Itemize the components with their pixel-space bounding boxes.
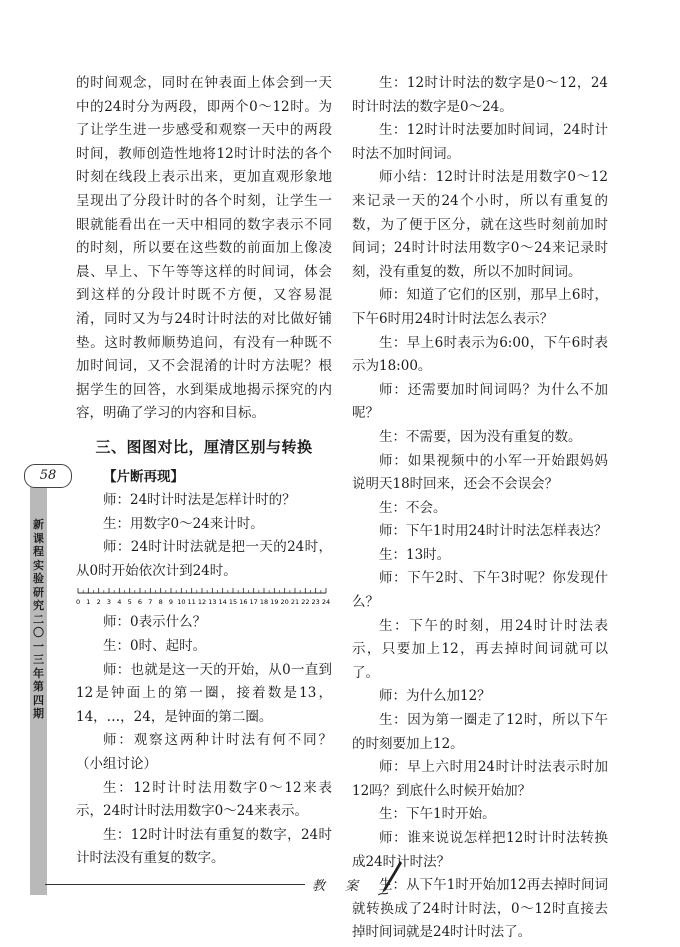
ruler-tick-label: 8	[158, 598, 163, 607]
ruler-tick-label: 11	[187, 598, 196, 607]
ruler-tick-label: 18	[259, 598, 269, 607]
paragraph: 师：早上六时用24时计时法表示时加12吗？到底什么时候开始加？	[352, 759, 608, 799]
ruler-tick-label: 9	[168, 598, 174, 607]
ruler-tick-label: 22	[301, 598, 310, 607]
paragraph: 师：下午1时用24时计时法怎样表达？	[379, 523, 608, 540]
paragraph: 生：不需要，因为没有重复的数。	[379, 428, 582, 445]
paragraph: 生：早上6时表示为6:00，下午6时表示为18:00。	[352, 334, 608, 375]
footer-rule	[45, 884, 305, 885]
journal-title: 新课程实验研究 二〇一三年 第四期	[33, 518, 44, 720]
intro-paragraph: 的时间观念，同时在钟表面上体会到一天中的24时分为两段，即两个0～12时。为了让学生进一步感受和观察一天中的两段时间，教师创造性地将12时计时法的各个时刻在线段上表示出来，更加直观形象地呈现出了分段计时的各个时刻，让学生一眼就能看出在一天中相同的数字表示不同的时刻，所以要在这些数的前面加上像凌晨、早上、下午等等这样的时间词，体会到这样的分段计时既不方便，又容易混淆，同时又为与24时计时法的对比做好铺垫。这时教师顺势追问，有没有一种既不加时间词，又不会混淆的计时方法呢？根据学生的回答，水到渠成地揭示探究的内容，明确了学习的内容和目标。	[76, 75, 332, 422]
paragraph: 师：也就是这一天的开始，从0一直到12是钟面上的第一圈，接着数是13，14，…，24，是钟面的第二圈。	[76, 661, 332, 725]
paragraph: 师小结：12时计时法是用数字0～12来记录一天的24个小时，所以有重复的数，为了便于区分，就在这些时刻前加时间词；24时计时法用数字0～24来记录时刻，没有重复的数，所以不加时间词。	[352, 169, 608, 280]
ruler-tick-label: 1	[86, 598, 91, 607]
page-number: 58	[24, 464, 72, 488]
paragraph: 师：24时计时法就是把一天的24时，从0时开始依次计到24时。	[76, 539, 332, 579]
paragraph: 师：谁来说说怎样把12时计时法转换成24时计时法？	[352, 830, 608, 870]
ruler-svg	[76, 585, 332, 607]
right-column	[352, 72, 608, 945]
paragraph: 生：因为第一圈走了12时，所以下午的时刻要加上12。	[352, 712, 608, 752]
ruler-tick-label: 17	[249, 598, 258, 607]
paragraph: 师：还需要加时间词吗？为什么不加呢？	[352, 381, 608, 422]
paragraph: 生：13时。	[379, 546, 451, 563]
paragraph: 生：12时计时法的数字是0～12，24时计时法的数字是0～24。	[352, 75, 608, 115]
section-heading: 三、图图对比，厘清区别与转换	[95, 437, 313, 456]
paragraph: 师：下午2时、下午3时呢？你发现什么？	[352, 570, 608, 611]
paragraph: 师：0表示什么？	[103, 614, 207, 631]
paragraph: 生：12时计时法要加时间词，24时计时法不加时间词。	[352, 122, 608, 162]
pen-icon	[370, 858, 410, 898]
ruler-tick-label: 23	[311, 598, 320, 607]
paragraph: 生：下午1时开始。	[379, 806, 496, 823]
ruler-tick-label: 10	[177, 598, 186, 607]
ruler-tick-label: 7	[148, 598, 153, 607]
paragraph: 师：为什么加12？	[379, 688, 491, 705]
paragraph: 生：不会。	[379, 499, 447, 516]
paragraph: 生：用数字0～24来计时。	[103, 515, 264, 532]
paragraph: 师：24时计时法是怎样计时的？	[103, 492, 296, 509]
ruler-tick-label: 14	[218, 598, 227, 607]
paragraph: 生：12时计时法用数字0～12来表示，24时计时法用数字0～24来表示。	[76, 779, 332, 820]
number-line-ruler	[76, 585, 332, 607]
ruler-tick-label: 24	[321, 598, 331, 607]
ruler-tick-label: 15	[228, 598, 238, 607]
ruler-tick-label: 16	[239, 598, 248, 607]
ruler-tick-label: 13	[208, 598, 217, 607]
ruler-tick-label: 19	[270, 598, 279, 607]
ruler-tick-label: 6	[137, 598, 143, 607]
ruler-tick-label: 2	[96, 598, 101, 607]
paragraph: 生：下午的时刻，用24时计时法表示，只要加上12，再去掉时间词就可以了。	[352, 617, 608, 681]
ruler-tick-label: 12	[197, 598, 207, 607]
ruler-tick-label: 3	[106, 598, 112, 607]
paragraph: 师：知道了它们的区别，那早上6时，下午6时用24时计时法怎么表示？	[352, 287, 608, 327]
footer-label: 教 案	[312, 879, 367, 894]
ruler-tick-label: 20	[280, 598, 289, 607]
paragraph: 师：如果视频中的小军一开始跟妈妈说明天18时回来，还会不会误会？	[352, 452, 608, 493]
ruler-tick-label: 21	[290, 598, 300, 607]
paragraph: 生：12时计时法有重复的数字，24时计时法没有重复的数字。	[76, 826, 332, 867]
ruler-tick-label: 4	[117, 598, 122, 607]
paragraph: 师：观察这两种计时法有何不同？（小组讨论）	[76, 732, 332, 773]
ruler-tick-label: 0	[76, 598, 81, 607]
paragraph: 生：0时、起时。	[103, 638, 207, 655]
left-column	[76, 72, 332, 871]
ruler-tick-label: 5	[127, 598, 132, 607]
paragraph: 生：从下午1时开始加12再去掉时间词就转换成了24时计时法，0～12时直接去掉时间词就是24时计时法了。	[352, 877, 608, 941]
segment-title: 【片断再现】	[103, 468, 184, 485]
